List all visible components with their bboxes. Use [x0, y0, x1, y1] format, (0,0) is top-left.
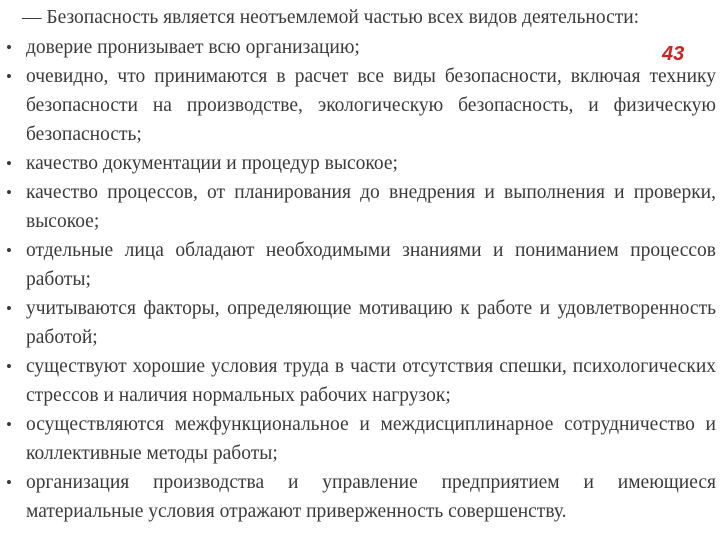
- bullet-icon: •: [6, 357, 12, 376]
- list-item: [0, 410, 720, 468]
- list-item: [0, 33, 720, 62]
- bullet-icon: •: [6, 473, 12, 492]
- list-item: [0, 62, 720, 149]
- list-item: [0, 294, 720, 352]
- bullet-list: [0, 33, 720, 526]
- list-item-text: качество процессов, от планирования до внедрения и выполнения и проверки, высокое;: [26, 182, 716, 232]
- list-item-text: организация производства и управление предприятием и имеющиеся материальные условия отражают приверженность совершенству.: [26, 472, 716, 522]
- list-item: [0, 468, 720, 526]
- bullet-icon: •: [6, 183, 12, 202]
- bullet-icon: •: [6, 67, 12, 86]
- slide-heading: — Безопасность является неотъемлемой частью всех видов деятельности:: [22, 7, 640, 28]
- bullet-icon: •: [6, 154, 12, 173]
- list-item-text: доверие пронизывает всю организацию;: [26, 37, 360, 58]
- list-item: [0, 149, 720, 178]
- list-item: [0, 236, 720, 294]
- list-item-text: учитываются факторы, определяющие мотивацию к работе и удовлетворенность работой;: [26, 298, 716, 348]
- list-item: [0, 178, 720, 236]
- list-item-text: качество документации и процедур высокое;: [26, 153, 398, 174]
- list-item-text: очевидно, что принимаются в расчет все виды безопасности, включая технику безопасности на производстве, экологическую безопасность, и физическую безопасность;: [26, 66, 716, 145]
- list-item: [0, 352, 720, 410]
- bullet-icon: •: [6, 299, 12, 318]
- bullet-icon: •: [6, 241, 12, 260]
- list-item-text: осуществляются межфункциональное и междисциплинарное сотрудничество и коллективные методы работы;: [26, 414, 716, 464]
- bullet-icon: •: [6, 38, 12, 57]
- list-item-text: отдельные лица обладают необходимыми знаниями и пониманием процессов работы;: [26, 240, 716, 290]
- page-number: 43: [662, 43, 685, 65]
- list-item-text: существуют хорошие условия труда в части отсутствия спешки, психологических стрессов и наличия нормальных рабочих нагрузок;: [26, 356, 716, 406]
- bullet-icon: •: [6, 415, 12, 434]
